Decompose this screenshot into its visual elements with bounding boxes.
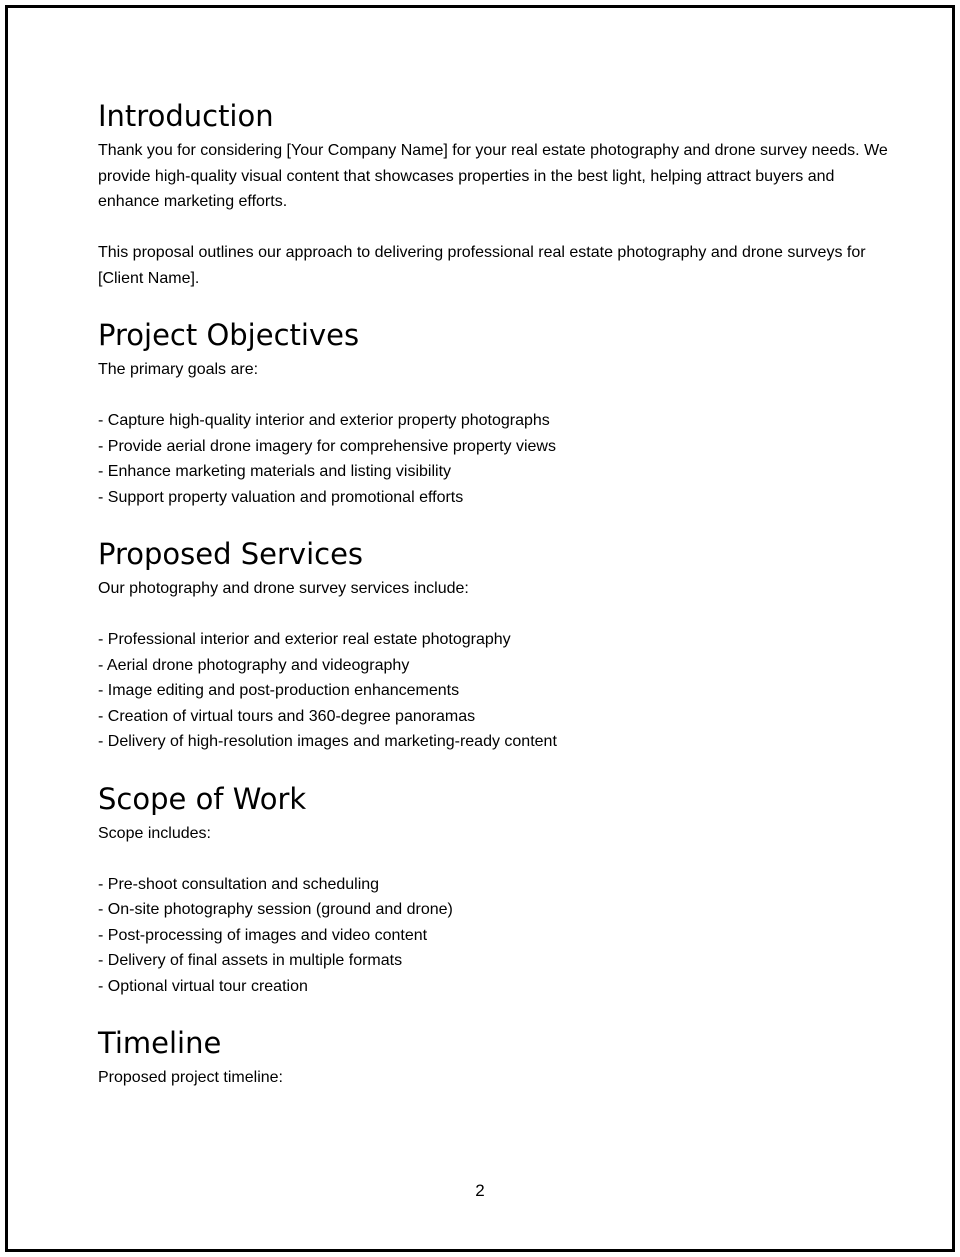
list-item: - Enhance marketing materials and listing visibility: [98, 463, 452, 480]
list-item: - On-site photography session (ground and drone): [98, 901, 453, 918]
timeline-heading: Timeline: [98, 1026, 222, 1060]
list-item: - Delivery of final assets in multiple formats: [98, 952, 403, 969]
list-item: - Provide aerial drone imagery for comprehensive property views: [98, 437, 556, 455]
list-item: - Professional interior and exterior real estate photography: [98, 631, 511, 648]
scope-list: [98, 872, 888, 1000]
scope-heading: Scope of Work: [98, 781, 307, 816]
scope-intro: Scope includes:: [98, 824, 211, 842]
services-intro: Our photography and drone survey services include:: [98, 580, 469, 597]
objectives-heading: Project Objectives: [98, 318, 360, 352]
timeline-intro: Proposed project timeline:: [98, 1069, 283, 1086]
list-item: - Aerial drone photography and videography: [98, 656, 410, 674]
objectives-intro: The primary goals are:: [98, 361, 259, 378]
page-content: [98, 98, 888, 1091]
services-list: [98, 627, 888, 755]
list-item: - Optional virtual tour creation: [98, 977, 308, 995]
document-page: [5, 5, 955, 1252]
page-number: 2: [475, 1181, 485, 1200]
list-item: - Capture high-quality interior and exterior property photographs: [98, 412, 550, 429]
section-project-objectives: [98, 317, 888, 510]
section-introduction: [98, 98, 888, 291]
list-item: - Pre-shoot consultation and scheduling: [98, 875, 380, 893]
list-item: - Post-processing of images and video content: [98, 926, 428, 944]
introduction-heading: Introduction: [98, 99, 274, 133]
introduction-paragraph-1: Thank you for considering [Your Company Name] for your real estate photography and drone survey needs. We provide high-quality visual content that showcases properties in the best light, helping attract buyers and enhance marketing efforts.: [98, 142, 888, 210]
section-scope-of-work: [98, 781, 888, 1000]
objectives-list: [98, 408, 888, 510]
list-item: - Creation of virtual tours and 360-degree panoramas: [98, 707, 476, 725]
list-item: - Support property valuation and promotional efforts: [98, 488, 464, 506]
section-timeline: [98, 1025, 888, 1091]
services-heading: Proposed Services: [98, 537, 364, 571]
list-item: - Delivery of high-resolution images and marketing-ready content: [98, 733, 557, 750]
list-item: - Image editing and post-production enhancements: [98, 682, 460, 699]
section-proposed-services: [98, 536, 888, 755]
introduction-paragraph-2: This proposal outlines our approach to delivering professional real estate photography and drone surveys for [Client Name].: [98, 244, 866, 287]
